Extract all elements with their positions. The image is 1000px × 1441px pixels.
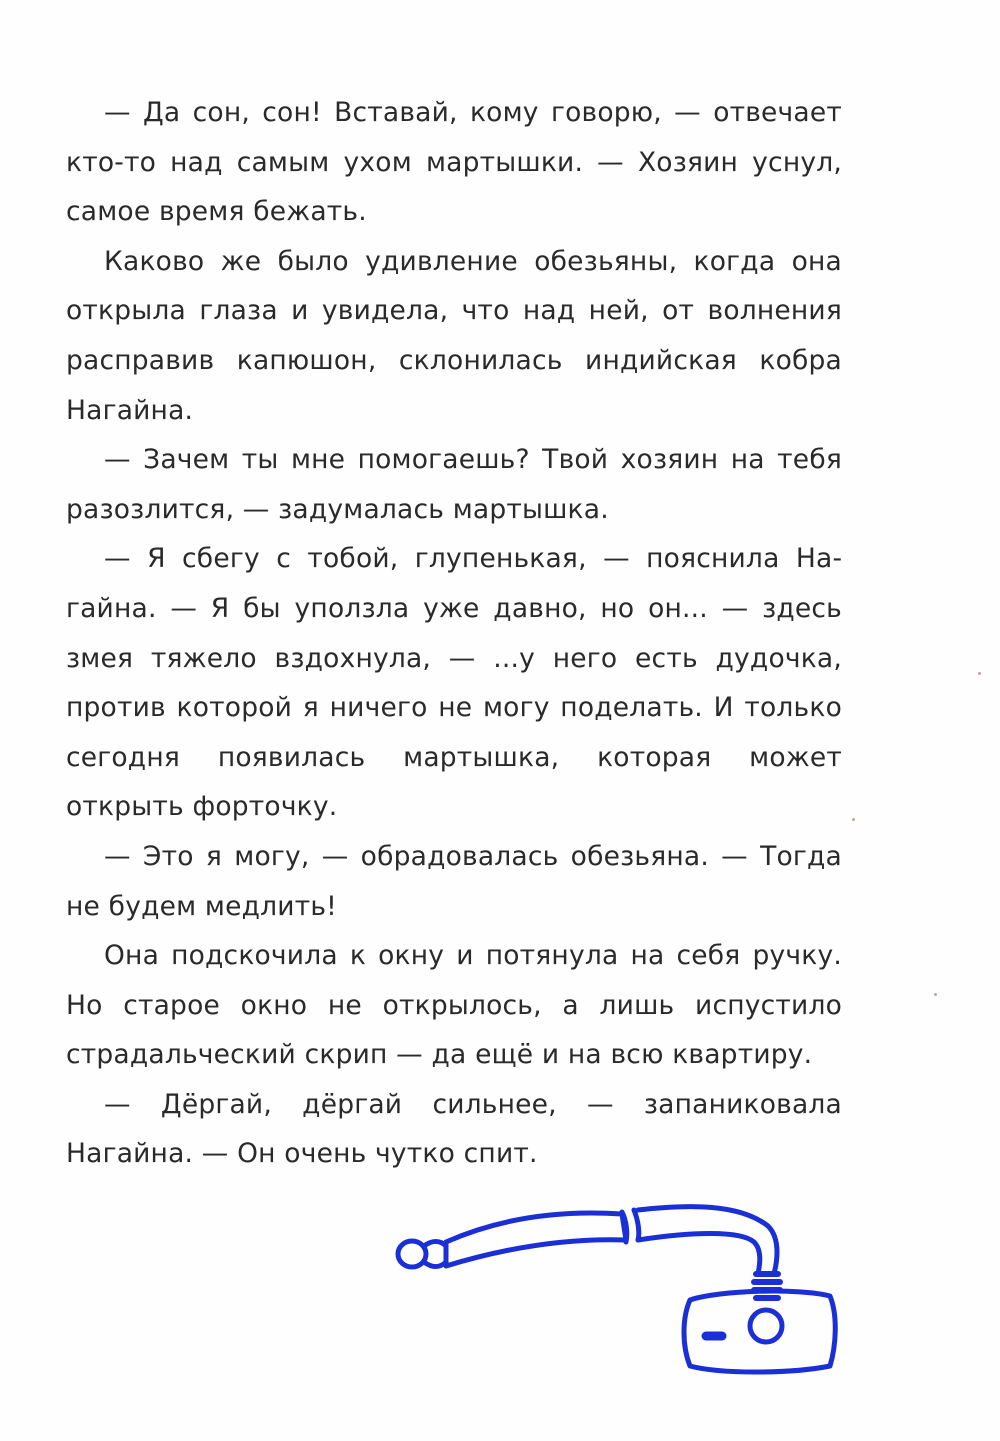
paragraph-3: — Зачем ты мне помогаешь? Твой хозяин на тебя разозлится, — задумалась мартышка. xyxy=(66,444,842,525)
paragraph-2: Каково же было удивление обезьяны, когда она открыла глаза и увидела, что над ней, от волнения расправив капюшон, склонилась индийская кобра Нагайна. xyxy=(66,245,842,426)
handle-collar xyxy=(622,1210,639,1242)
paragraph-7: — Дёргай, дёргай сильнее, — запаниковала Нагайна. — Он очень чутко спит. xyxy=(66,1088,842,1170)
handle-arm-outer xyxy=(638,1207,777,1274)
story-text xyxy=(66,88,842,1179)
paragraph-6: Она подскочила к окну и потянула на себя ручку. Но старое окно не открылось, а лишь испустило страдальческий скрип — да ещё и на всю квартиру. xyxy=(66,940,842,1071)
handle-grip xyxy=(446,1213,626,1266)
paragraph-4: — Я сбегу с тобой, глупенькая, — пояснила Нагайна. — Я бы уползла уже давно, но он... — здесь змея тяжело вздохнула, — ...у него есть дудочка, против которой я ничего не могу поделать. И только сегодня появилась мартышка, которая может открыть форточку. xyxy=(66,543,842,823)
paragraph-1: — Да сон, сон! Вставай, кому говорю, — отвечает кто-то над самым ухом мартышки. — Хозяин уснул, самое время бежать. xyxy=(66,97,842,228)
paper-speck xyxy=(852,818,855,821)
paper-speck xyxy=(934,993,937,996)
paragraph-5: — Это я могу, — обрадовалась обезьяна. — Тогда не будем медлить! xyxy=(66,840,842,922)
handle-stem-wrap xyxy=(754,1274,780,1298)
paper-speck xyxy=(978,672,981,675)
window-handle-illustration xyxy=(390,1196,850,1386)
handle-pivot xyxy=(750,1310,782,1342)
handle-arm-inner xyxy=(638,1234,760,1275)
